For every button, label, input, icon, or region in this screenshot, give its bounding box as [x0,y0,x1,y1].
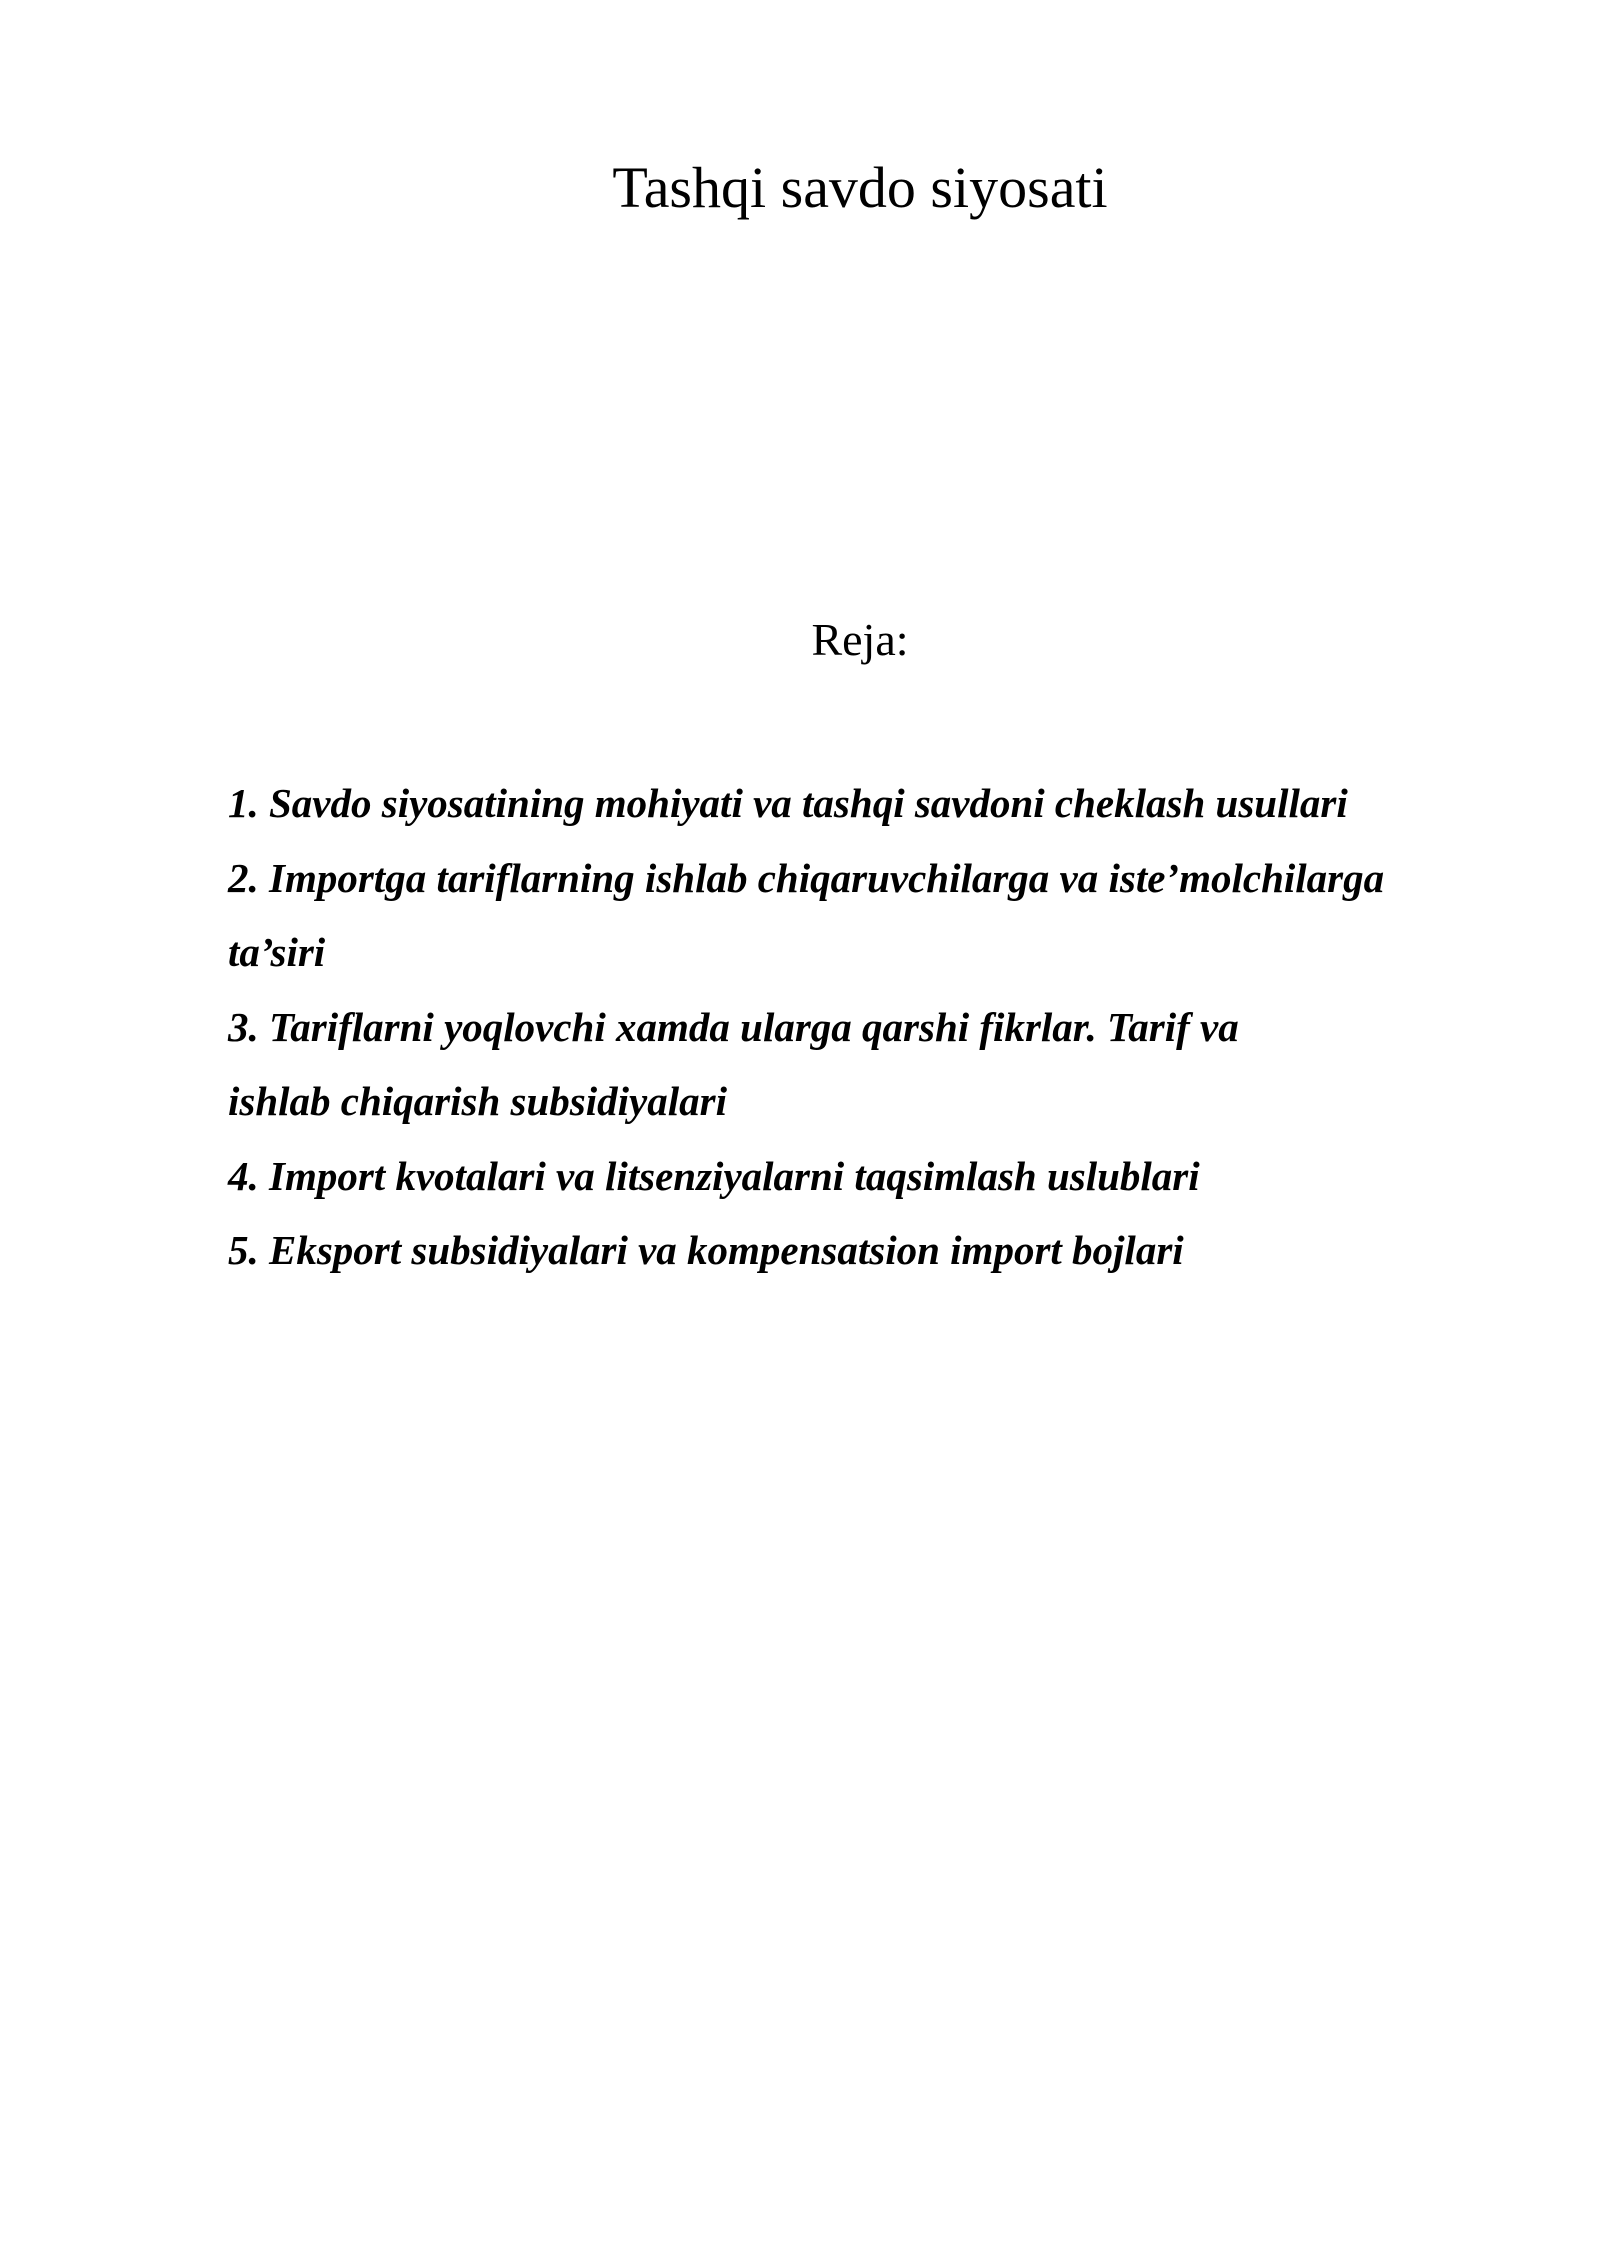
plan-line-1: 1. Savdo siyosatining mohiyati va tashqi savdoni cheklash usullari [228,780,1348,826]
plan-line-3: 3. Tariflarni yoqlovchi xamda ularga qarshi fikrlar. Tarif va [228,1003,1239,1050]
plan-line-3-continued: ishlab chiqarish subsidiyalari [228,1078,727,1124]
plan-line-4: 4. Import kvotalari va litsenziyalarni taqsimlash uslublari [228,1152,1200,1199]
plan-line-2: 2. Importga tariflarning ishlab chiqaruvchilarga va iste’molchilarga [228,854,1385,901]
plan-list [228,766,1468,1288]
plan-line-5: 5. Eksport subsidiyalari va kompensatsion import bojlari [228,1227,1184,1273]
plan-heading: Reja: [811,614,909,665]
document-title: Tashqi savdo siyosati [612,155,1108,220]
plan-line-2-continued: ta’siri [228,929,326,975]
